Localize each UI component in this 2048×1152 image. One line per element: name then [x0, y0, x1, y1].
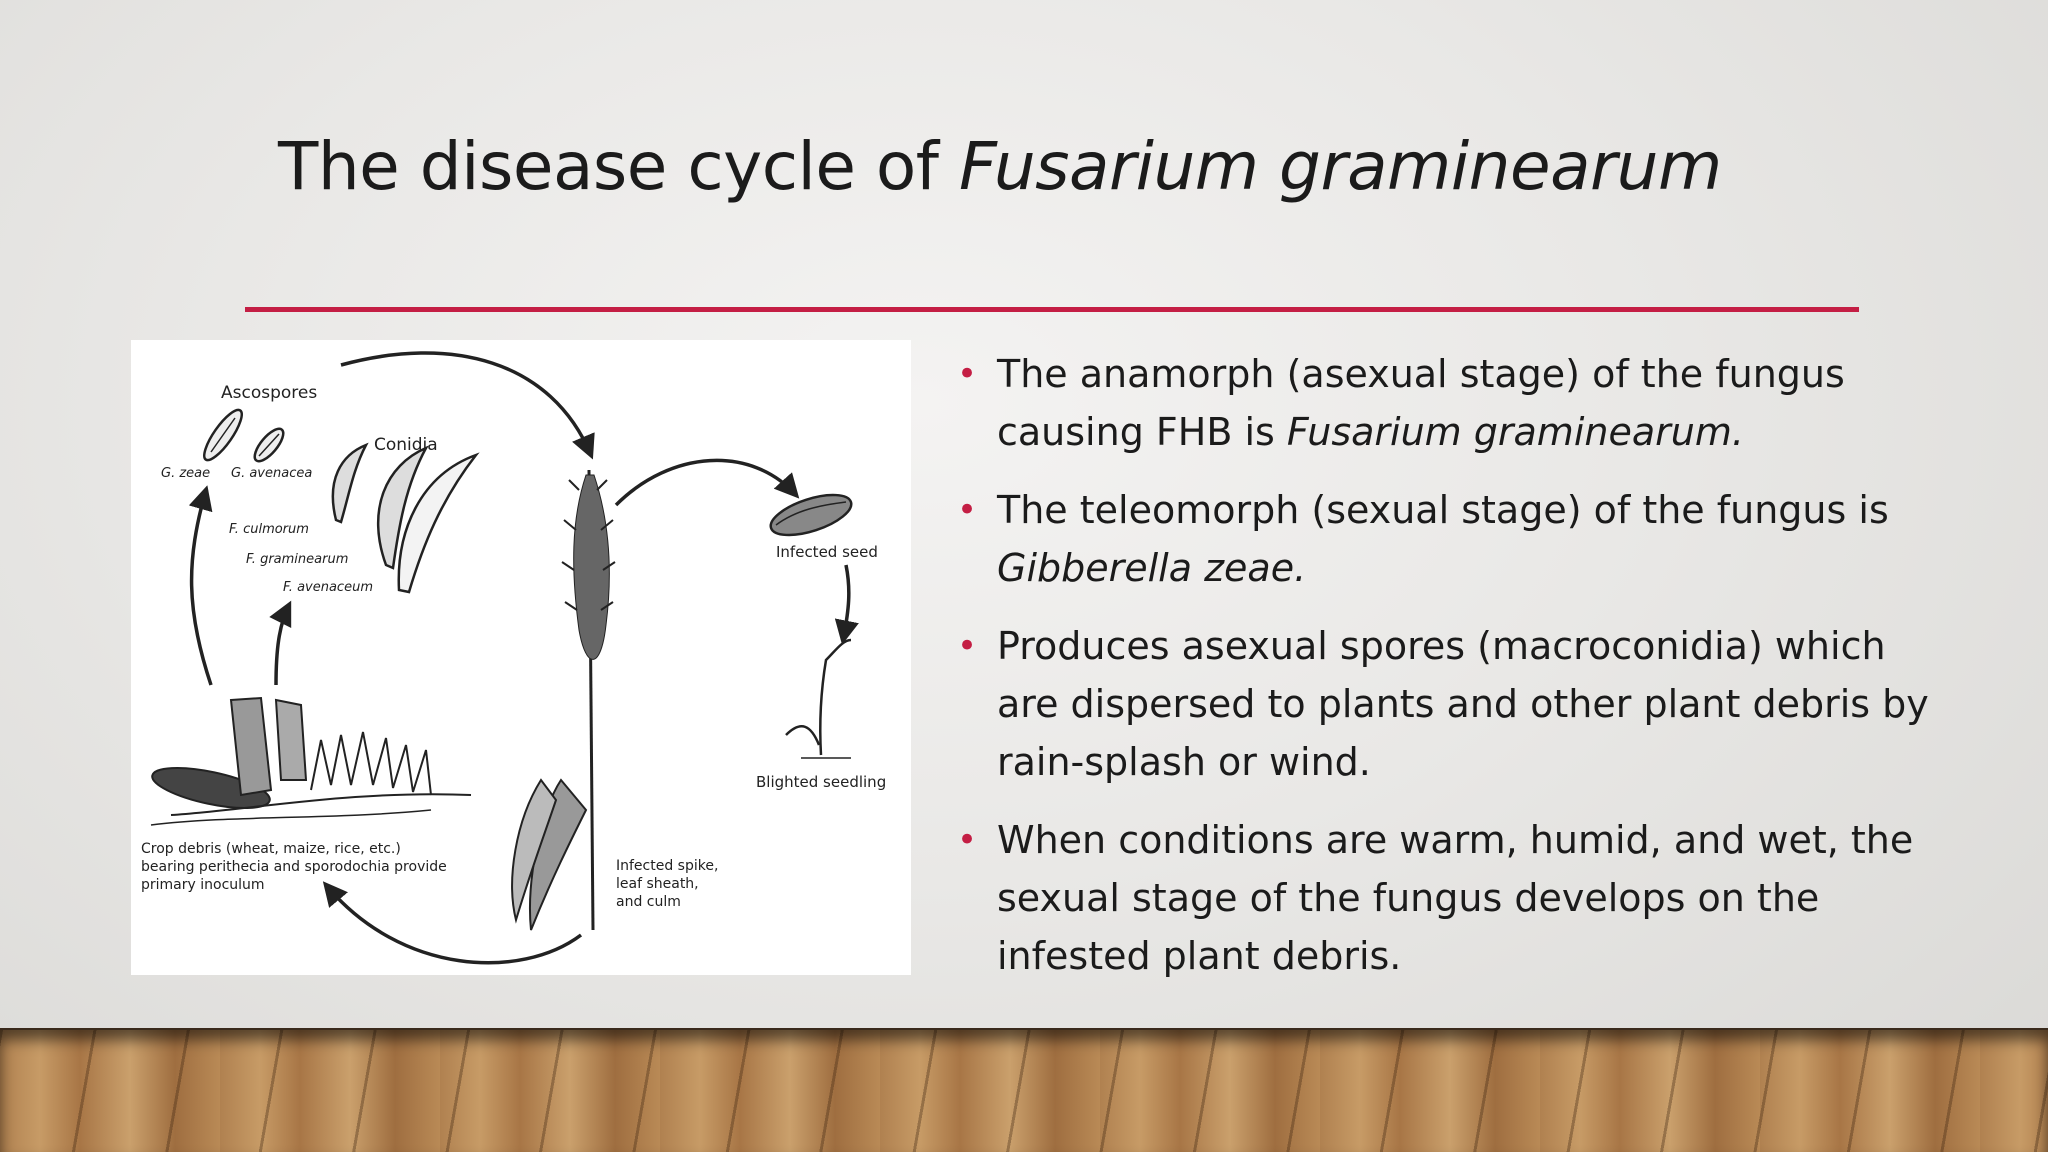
label-f-avenaceum: F. avenaceum	[283, 580, 373, 595]
label-infected-spike-line2: leaf sheath,	[616, 876, 699, 892]
bullet-dot-icon: •	[957, 626, 978, 666]
bullet-italic: Fusarium graminearum.	[1286, 410, 1744, 454]
title-italic: Fusarium graminearum	[959, 128, 1722, 205]
wood-floor-background	[0, 1030, 2048, 1152]
slide-title	[278, 128, 1722, 205]
bullet-italic: Gibberella zeae.	[997, 546, 1307, 590]
disease-cycle-illustration	[131, 340, 911, 975]
bullet-item	[955, 617, 1955, 791]
blighted-seedling-drawing	[786, 640, 851, 758]
label-ascospores: Ascospores	[221, 383, 318, 403]
label-f-graminearum: F. graminearum	[246, 552, 349, 567]
label-blighted-seedling: Blighted seedling	[756, 773, 887, 791]
title-text: The disease cycle of	[278, 128, 960, 205]
arrow-debris-to-conidia	[276, 605, 289, 685]
crop-debris-drawing	[149, 698, 471, 825]
bullet-text: When conditions are warm, humid, and wet, the sexual stage of the fungus develops on the infested plant debris.	[997, 818, 1914, 978]
label-f-culmorum: F. culmorum	[229, 522, 309, 537]
disease-cycle-diagram	[131, 340, 911, 975]
title-underline	[245, 307, 1859, 312]
bullet-dot-icon: •	[957, 820, 978, 860]
label-infected-seed: Infected seed	[776, 543, 878, 561]
label-crop-debris-line2: bearing perithecia and sporodochia provide	[141, 859, 447, 875]
bullet-item	[955, 481, 1955, 597]
bullet-text: Produces asexual spores (macroconidia) which are dispersed to plants and other plant debris by rain-splash or wind.	[997, 624, 1929, 784]
ascospore-shapes	[198, 405, 288, 465]
label-conidia: Conidia	[374, 435, 438, 455]
arrow-debris-to-ascospores	[192, 490, 211, 685]
label-infected-spike-line3: and culm	[616, 894, 681, 910]
bullet-dot-icon: •	[957, 490, 978, 530]
infected-seed-drawing	[766, 487, 856, 543]
bullet-item	[955, 811, 1955, 985]
arrow-spike-to-seed	[616, 460, 796, 505]
label-g-zeae: G. zeae	[161, 466, 211, 481]
label-crop-debris-line1: Crop debris (wheat, maize, rice, etc.)	[141, 841, 401, 857]
label-g-avenacea: G. avenacea	[231, 466, 313, 481]
bullet-dot-icon: •	[957, 354, 978, 394]
bullet-item	[955, 345, 1955, 461]
wheat-spike-drawing	[512, 470, 615, 930]
bullet-list	[955, 345, 1955, 1005]
conidia-shapes	[333, 445, 476, 592]
arrow-seed-to-seedling	[843, 565, 849, 640]
label-crop-debris-line3: primary inoculum	[141, 877, 265, 893]
label-infected-spike-line1: Infected spike,	[616, 858, 719, 874]
bullet-text: The anamorph (asexual stage) of the fungus causing FHB is	[997, 352, 1845, 454]
bullet-text: The teleomorph (sexual stage) of the fungus is	[997, 488, 1889, 532]
